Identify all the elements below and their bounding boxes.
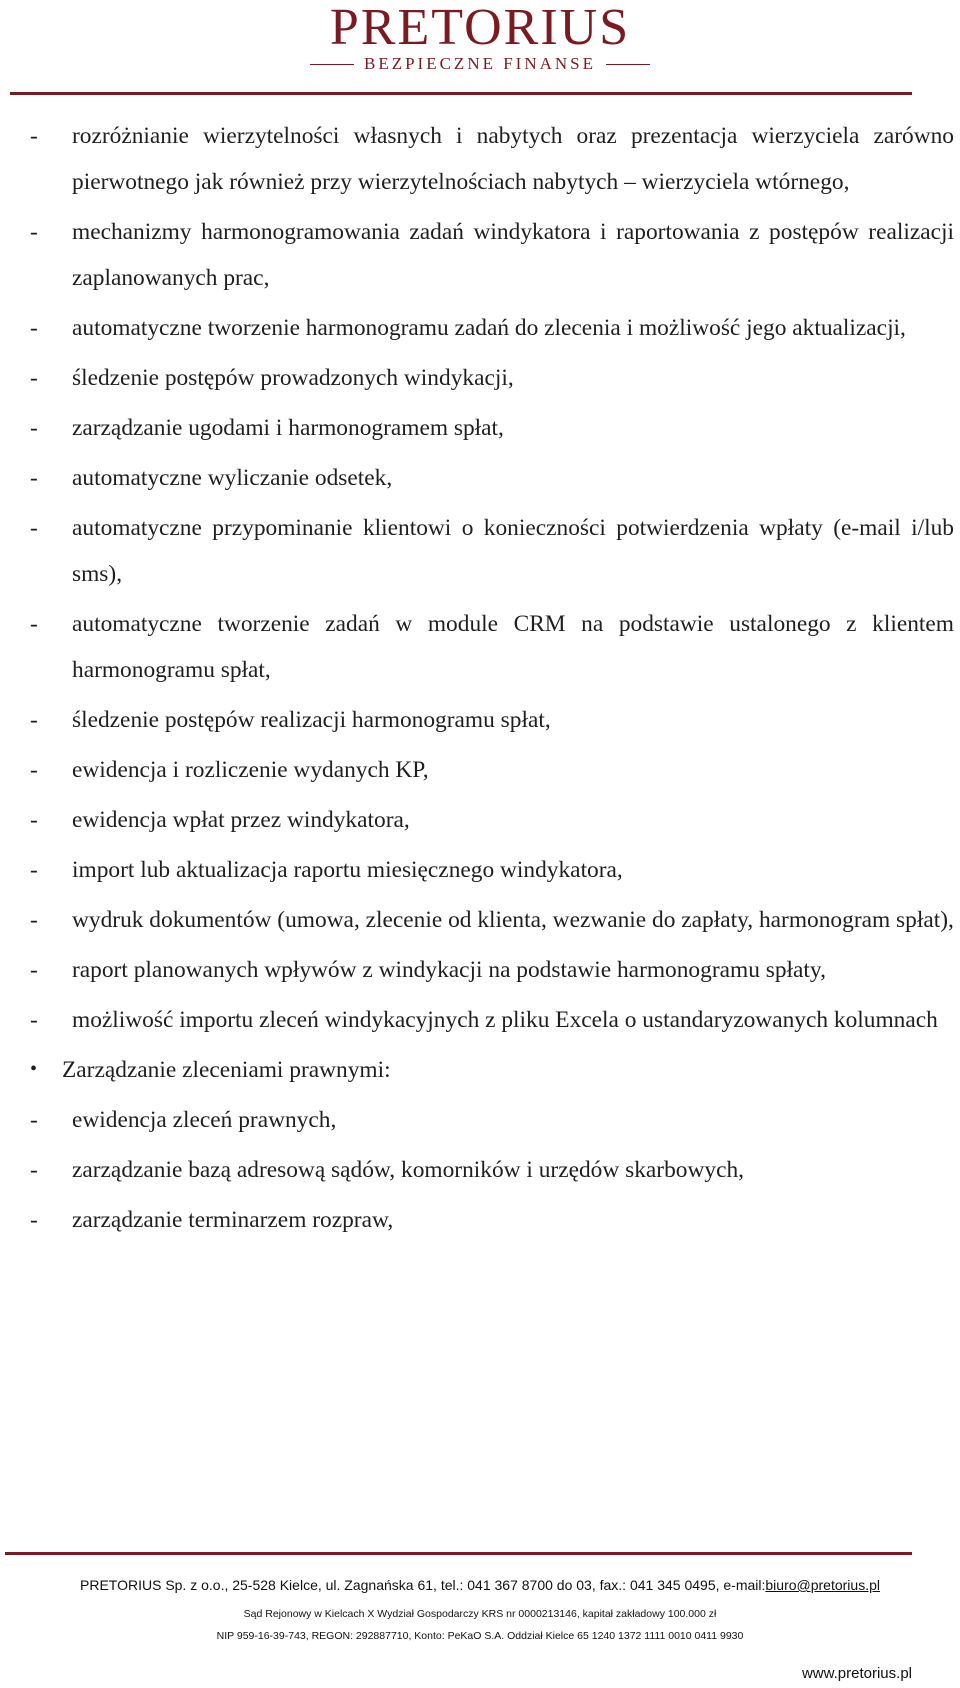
list-item-text: wydruk dokumentów (umowa, zlecenie od klienta, wezwanie do zapłaty, harmonogram spłat), [72,907,954,933]
list-item [30,1097,958,1143]
list-item [30,747,958,793]
list-marker: - [30,857,38,883]
footer-email-link[interactable]: biuro@pretorius.pl [765,1577,880,1593]
list-item-text: raport planowanych wpływów z windykacji na podstawie harmonogramu spłaty, [72,957,826,983]
list-item [30,305,958,351]
list-marker: - [30,907,38,933]
list-marker: - [30,1107,38,1133]
logo-name: PRETORIUS [329,0,631,56]
footer-tax-line: NIP 959-16-39-743, REGON: 292887710, Konto: PeKaO S.A. Oddział Kielce 65 1240 1372 1111 0010 0411 9930 [216,1630,744,1642]
list-marker: - [30,1207,38,1233]
tagline-right-dash [606,64,650,65]
list-item-text: automatyczne wyliczanie odsetek, [72,465,393,491]
list-item [30,797,958,843]
list-item [30,997,958,1043]
list-item-text: możliwość importu zleceń windykacyjnych z pliku Excela o ustandaryzowanych kolumnach [72,1007,938,1033]
list-marker: - [30,757,38,783]
footer-contact-line [0,1577,960,1593]
list-item [30,1197,958,1243]
legal-orders-list [30,1097,958,1243]
footer-website-link[interactable]: www.pretorius.pl [801,1665,912,1682]
list-item-text: rozróżnianie wierzytelności własnych i nabytych oraz prezentacja wierzyciela zarówno pierwotnego jak również przy wierzytelnościach nabytych – wierzyciela wtórnego, [72,123,954,195]
section-heading-text: Zarządzanie zleceniami prawnymi: [62,1057,391,1083]
list-item-text: zarządzanie terminarzem rozpraw, [72,1207,394,1233]
list-item-text: automatyczne przypominanie klientowi o konieczności potwierdzenia wpłaty (e-mail i/lub sms), [72,515,954,587]
list-item-text: śledzenie postępów prowadzonych windykacji, [72,365,514,391]
list-item-text: ewidencja zleceń prawnych, [72,1107,337,1133]
list-item [30,1147,958,1193]
list-item-text: zarządzanie ugodami i harmonogramem spłat, [72,415,504,441]
list-item-text: zarządzanie bazą adresową sądów, komorników i urzędów skarbowych, [72,1157,744,1183]
list-marker: - [30,807,38,833]
list-marker: - [30,415,38,441]
list-marker: - [30,957,38,983]
list-marker: - [30,465,38,491]
tagline-left-dash [310,64,354,65]
list-item-text: ewidencja i rozliczenie wydanych KP, [72,757,429,783]
logo-tagline-row [0,54,960,74]
list-item [30,601,958,693]
header-divider [10,92,912,95]
list-item-text: ewidencja wpłat przez windykatora, [72,807,410,833]
list-marker: - [30,219,38,245]
list-item [30,947,958,993]
list-item-text: automatyczne tworzenie zadań w module CRM na podstawie ustalonego z klientem harmonogramu spłat, [72,611,954,683]
list-item [30,209,958,301]
list-item [30,697,958,743]
list-marker: - [30,707,38,733]
list-item [30,455,958,501]
list-marker: - [30,611,38,637]
list-item [30,505,958,597]
list-marker: - [30,123,38,149]
footer-divider [5,1552,912,1555]
list-marker: - [30,515,38,541]
bullet-marker: • [30,1058,38,1080]
list-item [30,113,958,205]
list-item [30,847,958,893]
list-marker: - [30,1157,38,1183]
list-item-text: mechanizmy harmonogramowania zadań windykatora i raportowania z postępów realizacji zaplanowanych prac, [72,219,954,291]
document-body [30,113,958,1247]
list-marker: - [30,365,38,391]
list-item [30,355,958,401]
feature-list [30,113,958,1043]
list-item-text: import lub aktualizacja raportu miesięcznego windykatora, [72,857,623,883]
list-item-text: śledzenie postępów realizacji harmonogramu spłat, [72,707,551,733]
list-item-text: automatyczne tworzenie harmonogramu zadań do zlecenia i możliwość jego aktualizacji, [72,315,906,341]
section-heading [30,1047,958,1093]
list-item [30,897,958,943]
footer-address: PRETORIUS Sp. z o.o., 25-528 Kielce, ul. Zagnańska 61, tel.: 041 367 8700 do 03, fax.: 041 345 0495, e-mail: [80,1577,766,1593]
list-item [30,405,958,451]
list-marker: - [30,1007,38,1033]
list-marker: - [30,315,38,341]
footer-registry-line: Sąd Rejonowy w Kielcach X Wydział Gospodarczy KRS nr 0000213146, kapitał zakładowy 100.000 zł [243,1608,717,1620]
logo-tagline: BEZPIECZNE FINANSE [363,54,597,73]
